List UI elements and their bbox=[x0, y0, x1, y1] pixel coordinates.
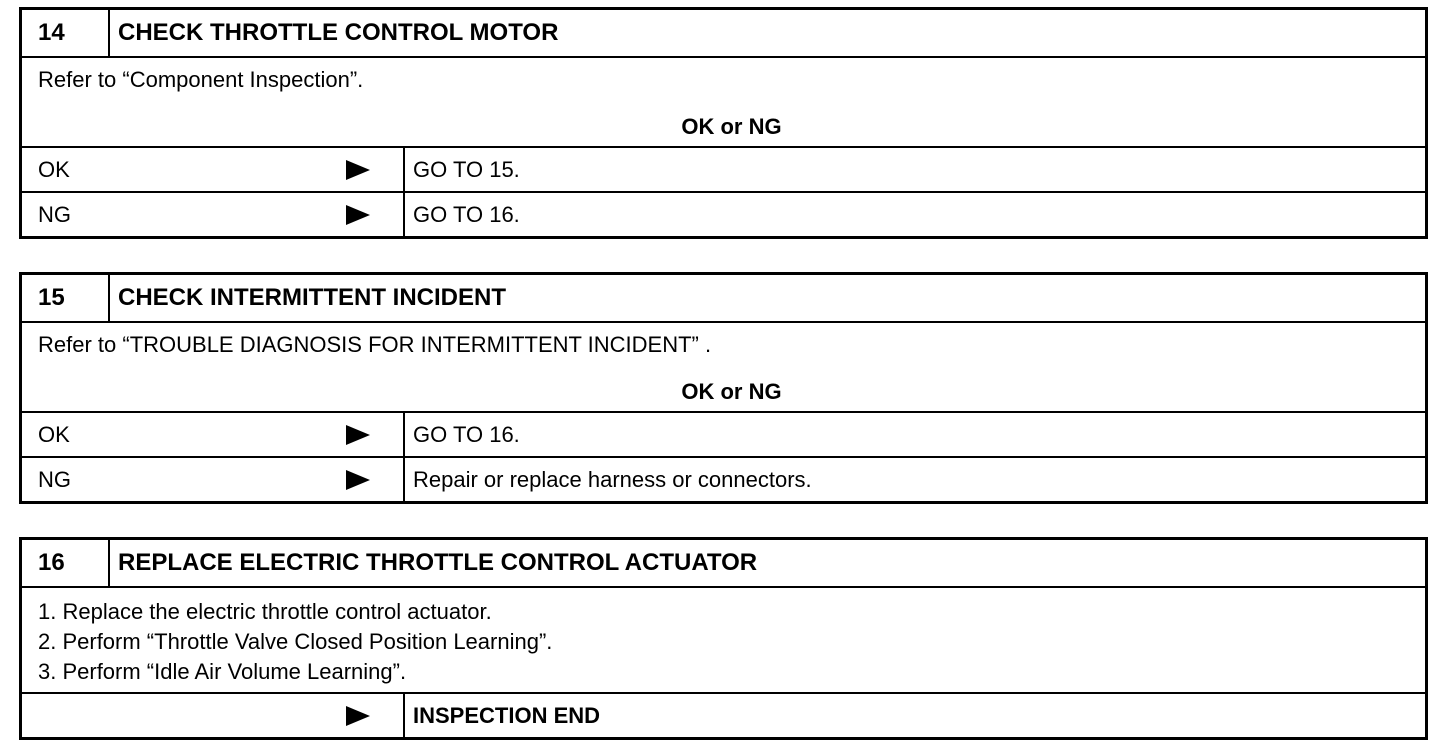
final-action: INSPECTION END bbox=[413, 702, 601, 728]
step-header bbox=[22, 10, 1425, 56]
list-item: 2. Perform “Throttle Valve Closed Position Learning”. bbox=[38, 629, 553, 654]
step-instruction-cell bbox=[22, 56, 1425, 146]
step-number: 14 bbox=[22, 10, 110, 56]
step-header bbox=[22, 275, 1425, 321]
ok-or-ng-label: OK or NG bbox=[681, 379, 782, 404]
step-15 bbox=[19, 272, 1428, 504]
result-row-ng bbox=[22, 456, 1425, 501]
step-instruction-cell bbox=[22, 321, 1425, 411]
step-number: 16 bbox=[22, 540, 110, 586]
result-label-cell bbox=[22, 413, 405, 456]
step-title: CHECK THROTTLE CONTROL MOTOR bbox=[118, 19, 559, 46]
result-label-cell bbox=[22, 694, 405, 737]
result-label: NG bbox=[38, 201, 71, 227]
step-instruction: Refer to “TROUBLE DIAGNOSIS FOR INTERMITTENT INCIDENT” . bbox=[38, 332, 712, 357]
list-item: 1. Replace the electric throttle control actuator. bbox=[38, 599, 492, 624]
result-action: Repair or replace harness or connectors. bbox=[413, 466, 812, 492]
result-row-ok bbox=[22, 146, 1425, 191]
result-action: GO TO 16. bbox=[413, 421, 520, 447]
step-16 bbox=[19, 537, 1428, 740]
result-row-ng bbox=[22, 191, 1425, 236]
right-triangle-icon bbox=[346, 468, 370, 492]
step-number: 15 bbox=[22, 275, 110, 321]
ok-or-ng-label: OK or NG bbox=[681, 114, 782, 139]
result-label: OK bbox=[38, 421, 70, 447]
result-row-ok bbox=[22, 411, 1425, 456]
right-triangle-icon bbox=[346, 203, 370, 227]
result-row-final bbox=[22, 692, 1425, 737]
step-title: REPLACE ELECTRIC THROTTLE CONTROL ACTUATOR bbox=[118, 549, 758, 576]
right-triangle-icon bbox=[346, 423, 370, 447]
result-label-cell bbox=[22, 193, 405, 236]
step-header bbox=[22, 540, 1425, 586]
result-label: NG bbox=[38, 466, 71, 492]
step-14 bbox=[19, 7, 1428, 239]
step-instruction: Refer to “Component Inspection”. bbox=[38, 67, 364, 92]
step-procedure-list bbox=[22, 586, 1425, 692]
result-action: GO TO 15. bbox=[413, 156, 520, 182]
result-label-cell bbox=[22, 458, 405, 501]
right-triangle-icon bbox=[346, 158, 370, 182]
result-action: GO TO 16. bbox=[413, 201, 520, 227]
right-triangle-icon bbox=[346, 704, 370, 728]
result-label: OK bbox=[38, 156, 70, 182]
result-label-cell bbox=[22, 148, 405, 191]
list-item: 3. Perform “Idle Air Volume Learning”. bbox=[38, 659, 407, 684]
step-title: CHECK INTERMITTENT INCIDENT bbox=[118, 284, 506, 311]
